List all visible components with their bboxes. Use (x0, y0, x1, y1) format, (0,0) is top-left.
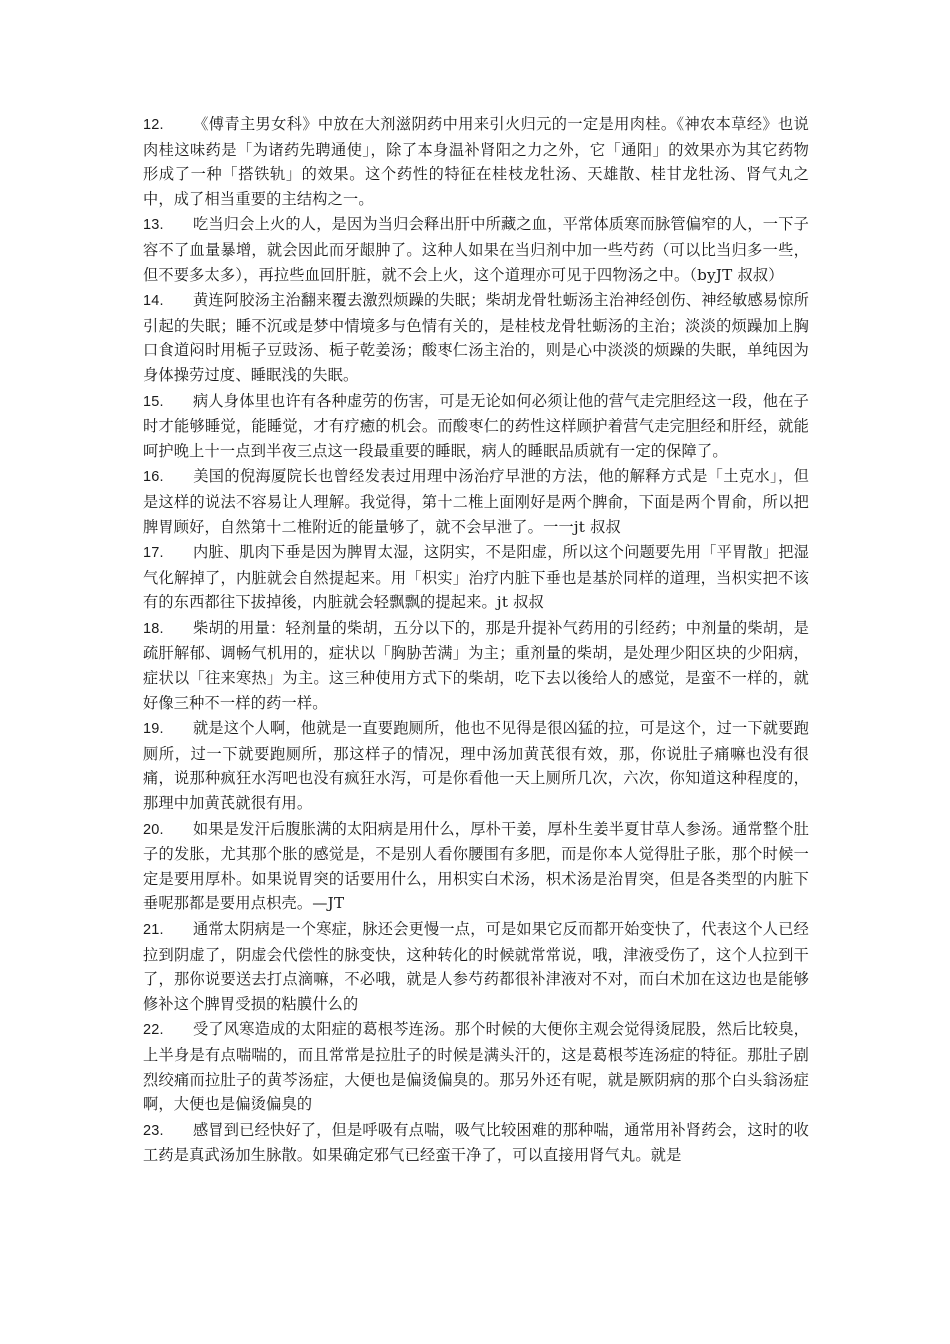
paragraph-22 (143, 1017, 809, 1116)
paragraph-number: 17. (143, 545, 164, 562)
paragraph-number: 12. (143, 117, 164, 133)
paragraph-number: 14. (143, 293, 164, 310)
paragraph-14 (143, 288, 809, 387)
paragraph-text: 吃当归会上火的人，是因为当归会释出肝中所藏之血，平常体质寒而脉管偏窄的人，一下子容不了血量暴增，就会因此而牙龈肿了。这种人如果在当归剂中加一些芍药（可以比当归多一些，但不要多太多），再拉些血回肝脏，就不会上火，这个道理亦可见于四物汤之中。（byJT 叔叔） (143, 215, 809, 284)
paragraph-17 (143, 540, 809, 615)
paragraph-16 (143, 464, 809, 539)
paragraph-text: 美国的倪海厦院长也曾经发表过用理中汤治疗早泄的方法，他的解释方式是「土克水」，但是这样的说法不容易让人理解。我觉得，第十二椎上面刚好是两个脾俞，下面是两个胃俞，所以把脾胃顾好，自然第十二椎附近的能量够了，就不会早泄了。一一jt 叔叔 (143, 467, 809, 536)
paragraph-number: 21. (143, 922, 164, 938)
paragraph-text: 就是这个人啊，他就是一直要跑厕所，他也不见得是很凶猛的拉，可是这个，过一下就要跑厕所，过一下就要跑厕所，那这样子的情况，理中汤加黄芪很有效，那，你说肚子痛嘛也没有很痛，说那种疯狂水泻吧也没有疯狂水泻，可是你看他一天上厕所几次，六次，你知道这种程度的，那理中加黄芪就很有用。 (143, 719, 809, 813)
paragraph-number: 22. (143, 1022, 164, 1039)
paragraph-15 (143, 389, 809, 464)
paragraph-13 (143, 212, 809, 287)
paragraph-text: 受了风寒造成的太阳症的葛根芩连汤。那个时候的大便你主观会觉得烫屁股，然后比较臭，上半身是有点喘喘的，而且常常是拉肚子的时候是满头汗的，这是葛根芩连汤症的特征。那肚子剧烈绞痛而拉肚子的黄芩汤症，大便也是偏烫偏臭的。那另外还有呢，就是厥阴病的那个白头翁汤症啊，大便也是偏烫偏臭的 (143, 1020, 809, 1114)
paragraph-number: 15. (143, 393, 164, 410)
paragraph-text: 黄连阿胶汤主治翻来覆去激烈烦躁的失眠；柴胡龙骨牡蛎汤主治神经创伤、神经敏感易惊所引起的失眠；睡不沉或是梦中情境多与色情有关的，是桂枝龙骨牡蛎汤的主治；淡淡的烦躁加上胸口食道闷时用栀子豆豉汤、栀子乾姜汤；酸枣仁汤主治的，则是心中淡淡的烦躁的失眠，单纯因为身体操劳过度、睡眠浅的失眠。 (143, 291, 809, 384)
paragraph-text: 病人身体里也许有各种虚劳的伤害，可是无论如何必须让他的营气走完胆经这一段，他在子时才能够睡觉，能睡觉，才有疗癒的机会。而酸枣仁的药性这样顾护着营气走完胆经和肝经，就能呵护晚上十一点到半夜三点这一段最重要的睡眠，病人的睡眠品质就有一定的保障了。 (143, 391, 809, 460)
paragraph-number: 13. (143, 217, 164, 234)
document-page (143, 112, 809, 1169)
paragraph-number: 19. (143, 721, 164, 738)
paragraph-text: 《傅青主男女科》中放在大剂滋阴药中用来引火归元的一定是用肉桂。《神农本草经》也说肉桂这味药是「为诸药先聘通使」，除了本身温补肾阳之力之外，它「通阳」的效果亦为其它药物形成了一种「搭铁轨」的效果。这个药性的特征在桂枝龙牡汤、天雄散、桂甘龙牡汤、肾气丸之中，成了相当重要的主结构之一。 (143, 115, 809, 208)
paragraph-text: 内脏、肌肉下垂是因为脾胃太湿，这阴实，不是阳虚，所以这个问题要先用「平胃散」把湿气化解掉了，内脏就会自然提起来。用「枳实」治疗内脏下垂也是基於同样的道理，当枳实把不该有的东西都往下拔掉後，内脏就会轻飘飘的提起来。jt 叔叔 (143, 543, 809, 612)
paragraph-text: 感冒到已经快好了，但是呼吸有点喘，吸气比较困难的那种喘，通常用补肾药会，这时的收工药是真武汤加生脉散。如果确定邪气已经蛮干净了，可以直接用肾气丸。就是 (143, 1120, 809, 1165)
paragraph-23 (143, 1118, 809, 1168)
paragraph-number: 18. (143, 620, 164, 637)
paragraph-number: 16. (143, 469, 164, 486)
paragraph-text: 通常太阴病是一个寒症，脉还会更慢一点，可是如果它反而都开始变快了，代表这个人已经拉到阴虚了，阴虚会代偿性的脉变快，这种转化的时候就常常说，哦，津液受伤了，这个人拉到干了，那你说要送去打点滴嘛，不必哦，就是人参芍药都很补津液对不对，而白术加在这边也是能够修补这个脾胃受损的粘膜什么的 (143, 920, 809, 1013)
paragraph-19 (143, 716, 809, 815)
paragraph-20 (143, 817, 809, 916)
paragraph-text: 如果是发汗后腹胀满的太阳病是用什么，厚朴干姜，厚朴生姜半夏甘草人参汤。通常整个肚子的发胀，尤其那个胀的感觉是，不是别人看你腰围有多肥，而是你本人觉得肚子胀，那个时候一定是要用厚朴。如果说胃突的话要用什么，用枳实白术汤，枳术汤是治胃突，但是各类型的内脏下垂呢那都是要用点枳壳。—JT (143, 819, 809, 913)
paragraph-text: 柴胡的用量：轻剂量的柴胡，五分以下的，那是升提补气药用的引经药；中剂量的柴胡，是疏肝解郁、调畅气机用的，症状以「胸胁苦满」为主；重剂量的柴胡，是处理少阳区块的少阳病，症状以「往来寒热」为主。这三种使用方式下的柴胡，吃下去以後给人的感觉，是蛮不一样的，就好像三种不一样的药一样。 (143, 618, 809, 712)
paragraph-18 (143, 616, 809, 715)
paragraph-number: 20. (143, 821, 164, 838)
paragraph-21 (143, 917, 809, 1016)
paragraph-number: 23. (143, 1122, 164, 1139)
paragraph-12 (143, 112, 809, 211)
